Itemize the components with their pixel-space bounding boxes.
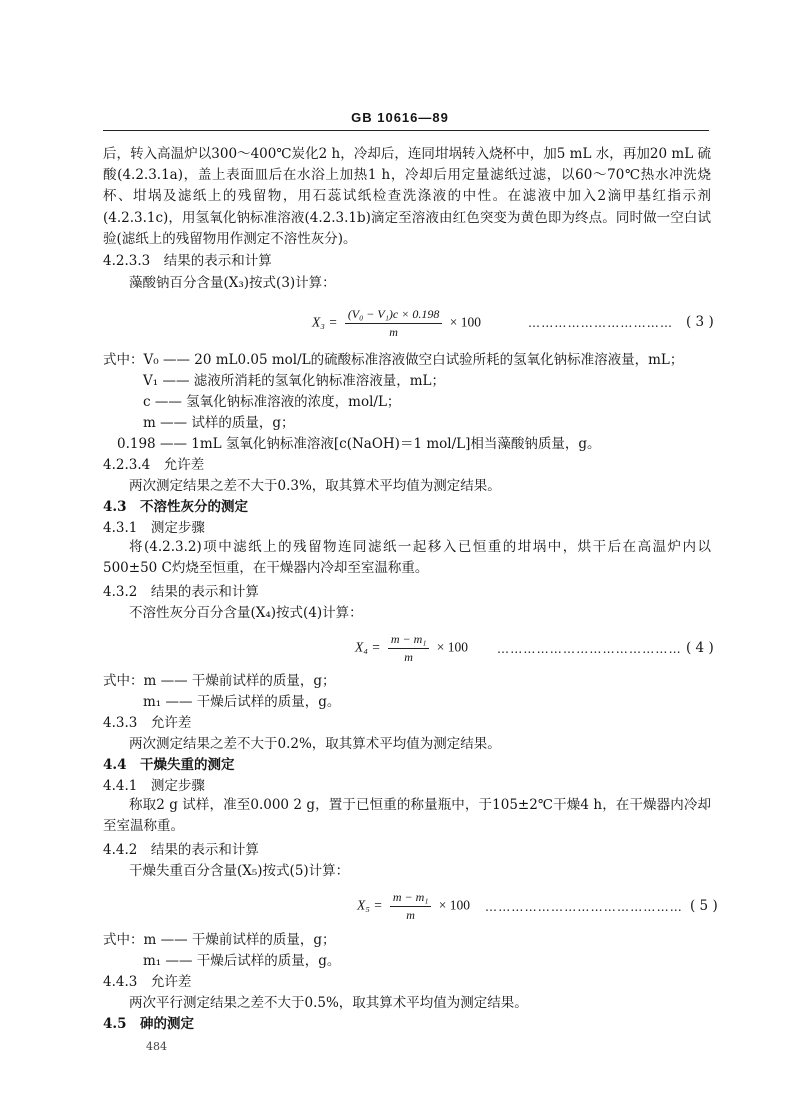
- formula-4-leader: ……………………………………: [497, 642, 682, 656]
- formula-5-denominator: m: [406, 908, 415, 922]
- header-rule: [103, 130, 709, 131]
- def-3-m: m —— 试样的质量，g；: [143, 415, 295, 431]
- section-4-4-2-heading: 4.4.2 结果的表示和计算: [103, 842, 259, 858]
- def-5-m: 式中：m —— 干燥前试样的质量，g；: [103, 932, 336, 948]
- def-3-v1: V₁ —— 滤液所消耗的氢氧化钠标准溶液量，mL；: [143, 373, 446, 389]
- formula-3-numerator: (V₀ − V₁)c × 0.198: [345, 307, 443, 324]
- formula-5-lhs: X₅ =: [357, 897, 383, 913]
- paragraph-4-3-1: 将(4.2.3.2)项中滤纸上的残留物连同滤纸一起移入已恒重的坩埚中，烘干后在高温炉内以500±50 C灼烧至恒重，在干燥器内冷却至室温称重。: [103, 539, 711, 577]
- formula-5-label: ( 5 ): [690, 898, 718, 914]
- def-4-m: 式中：m —— 干燥前试样的质量，g；: [103, 673, 336, 689]
- formula-5: [357, 890, 470, 923]
- formula-4-tail: × 100: [436, 639, 469, 655]
- def-4-m1: m₁ —— 干燥后试样的质量，g。: [143, 694, 341, 710]
- formula-5-leader: ………………………………………: [485, 900, 683, 914]
- paragraph-carbonization: 后，转入高温炉以300～400℃炭化2 h，冷却后，连同坩埚转入烧杯中，加5 mL 水，再加20 mL 硫酸(4.2.3.1a)，盖上表面皿后在水浴上加热1 h，冷却后用定量滤纸过滤，以60～70℃热水冲洗烧杯、坩埚及滤纸上的残留物，用石蕊试纸检查洗涤液的中性。在滤液中加入2滴甲基红指示剂(4.2.3.1c)，用氢氧化钠标准溶液(4.2.3.1b)滴定至溶液由红色突变为黄色即为终点。同时做一空白试验(滤纸上的残留物用作测定不溶性灰分)。: [103, 146, 711, 247]
- section-4-4-3-heading: 4.4.3 允许差: [103, 974, 192, 990]
- formula-4-denominator: m: [404, 650, 413, 664]
- tolerance-3: 两次平行测定结果之差不大于0.5%，取其算术平均值为测定结果。: [129, 995, 528, 1011]
- formula-3: [312, 307, 481, 340]
- paragraph-4-4-1: 称取2 g 试样，准至0.000 2 g，置于已恒重的称量瓶中，于105±2℃干燥4 h，在干燥器内冷却至室温称重。: [103, 797, 711, 835]
- calc-5-intro: 干燥失重百分含量(X₅)按式(5)计算：: [129, 863, 350, 879]
- formula-3-tail: × 100: [449, 314, 481, 330]
- formula-5-numerator: m − m₁: [390, 890, 432, 907]
- calc-3-intro: 藻酸钠百分含量(X₃)按式(3)计算：: [129, 275, 336, 291]
- def-3-v0: 式中：V₀ —— 20 mL0.05 mol/L的硫酸标准溶液做空白试验所耗的氢氧化钠标准溶液量，mL；: [103, 352, 684, 368]
- def-3-c: c —— 氢氧化钠标准溶液的浓度，mol/L；: [143, 394, 401, 410]
- standard-code-header: GB 10616—89: [351, 110, 449, 125]
- formula-5-tail: × 100: [438, 897, 471, 913]
- formula-3-denominator: m: [389, 325, 398, 339]
- def-5-m1: m₁ —— 干燥后试样的质量，g。: [143, 953, 341, 969]
- page-number: 484: [146, 1040, 167, 1053]
- formula-3-label: ( 3 ): [686, 314, 714, 330]
- section-4-4-1-heading: 4.4.1 测定步骤: [103, 778, 205, 794]
- section-4-3-2-heading: 4.3.2 结果的表示和计算: [103, 584, 259, 600]
- formula-3-lhs: X₃ =: [312, 314, 338, 330]
- section-4-5-heading: 4.5 砷的测定: [103, 1016, 194, 1032]
- formula-3-leader: ……………………………: [528, 316, 674, 330]
- tolerance-1: 两次测定结果之差不大于0.3%，取其算术平均值为测定结果。: [129, 478, 501, 494]
- formula-4-label: ( 4 ): [686, 640, 714, 656]
- section-4-2-3-3-heading: 4.2.3.3 结果的表示和计算: [103, 253, 272, 269]
- section-4-3-3-heading: 4.3.3 允许差: [103, 715, 192, 731]
- def-3-constant: 0.198 —— 1mL 氢氧化钠标准溶液[c(NaOH)＝1 mol/L]相当藻酸钠质量，g。: [117, 436, 601, 452]
- section-4-4-heading: 4.4 干燥失重的测定: [103, 757, 235, 773]
- tolerance-2: 两次测定结果之差不大于0.2%，取其算术平均值为测定结果。: [129, 736, 501, 752]
- formula-4-lhs: X₄ =: [355, 639, 381, 655]
- section-4-2-3-4-heading: 4.2.3.4 允许差: [103, 457, 205, 473]
- formula-4-numerator: m − m₁: [388, 632, 430, 649]
- section-4-3-1-heading: 4.3.1 测定步骤: [103, 520, 205, 536]
- formula-4: [355, 632, 468, 665]
- calc-4-intro: 不溶性灰分百分含量(X₄)按式(4)计算：: [129, 605, 363, 621]
- section-4-3-heading: 4.3 不溶性灰分的测定: [103, 499, 248, 515]
